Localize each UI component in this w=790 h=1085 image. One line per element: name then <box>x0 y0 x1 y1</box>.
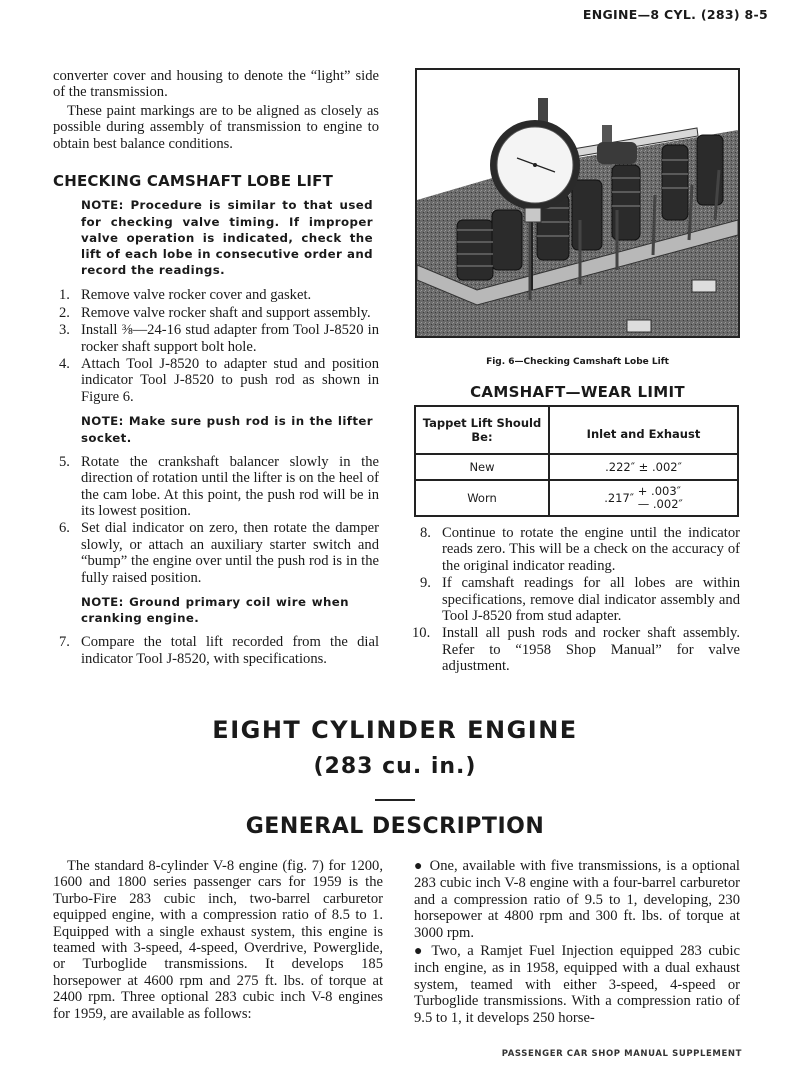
figure-caption: Fig. 6—Checking Camshaft Lobe Lift <box>486 357 669 367</box>
step-item: 10. Install all push rods and rocker shaft assembly. Refer to “1958 Shop Manual” for valve adjustment. <box>412 625 740 675</box>
right-column <box>414 525 740 676</box>
intro-paragraph: These paint markings are to be aligned as closely as possible during assembly of transmission to engine to obtain best balance conditions. <box>53 102 379 152</box>
step-item: 2. Remove valve rocker shaft and support assembly. <box>59 304 371 321</box>
tolerance-range <box>638 485 683 511</box>
left-column <box>53 68 379 668</box>
page-footer: PASSENGER CAR SHOP MANUAL SUPPLEMENT <box>501 1049 742 1059</box>
wear-limit-table <box>414 405 739 517</box>
note: NOTE: Ground primary coil wire when cranking engine. <box>81 594 349 626</box>
step-item: 6. Set dial indicator on zero, then rotate the damper slowly, or attach an auxiliary starter switch and “bump” the engine over until the push rod is in the fully raised position. <box>59 520 379 586</box>
bullet-icon: ● <box>414 859 424 874</box>
step-item: 5. Rotate the crankshaft balancer slowly in the direction of rotation until the lifter is on the heel of the cam lobe. At this point, the push rod will be in its lowest position. <box>59 453 379 519</box>
figure-photo <box>415 68 740 338</box>
tolerance-plus: + .003″ <box>637 484 681 498</box>
step-item: 7. Compare the total lift recorded from the dial indicator Tool J-8520, with specifications. <box>59 634 379 667</box>
note: NOTE: Procedure is similar to that used for checking valve timing. If improper valve operation is indicated, check the lift of each lobe in consecutive order and record the readings. <box>81 198 373 278</box>
step-item: 8. Continue to rotate the engine until the indicator reads zero. This will be a check on the accuracy of the original indicator reading. <box>420 525 740 574</box>
bullet-paragraph: ● Two, a Ramjet Fuel Injection equipped 283 cubic inch engine, as in 1958, equipped with a dual exhaust system, teamed with either 3-speed, 4-speed or Turboglide transmissions. With a compression ratio of 9.5 to 1, it develops 250 horse- <box>414 943 740 1026</box>
table-cell-value: .222″ ± .002″ <box>549 454 738 480</box>
section-heading: CHECKING CAMSHAFT LOBE LIFT <box>53 172 334 191</box>
tolerance-minus: — .002″ <box>637 497 683 511</box>
table-row <box>415 454 738 480</box>
step-item: 3. Install ⅜—24-16 stud adapter from Tool J-8520 in rocker shaft support bolt hole. <box>59 322 379 355</box>
description-left <box>53 858 383 1022</box>
running-head: ENGINE—8 CYL. (283) 8-5 <box>582 7 768 22</box>
step-list <box>53 287 379 405</box>
valve-train-photo-illustration <box>417 70 738 336</box>
table-title: CAMSHAFT—WEAR LIMIT <box>470 383 685 401</box>
table-header-cell: Tappet Lift Should Be: <box>415 406 549 454</box>
table-header-cell: Inlet and Exhaust <box>549 406 738 454</box>
description-right <box>414 858 740 1026</box>
chapter-subtitle: (283 cu. in.) <box>313 754 477 779</box>
bullet-paragraph: ● One, available with five transmissions, is a optional 283 cubic inch V-8 engine with a four-barrel carburetor and a compression ratio of 9.5 to 1, developing, 230 horsepower at 4800 rpm and 300 ft. lbs. of torque at 3000 rpm. <box>414 858 740 941</box>
step-list <box>414 525 740 675</box>
step-item: 1. Remove valve rocker cover and gasket. <box>59 287 312 304</box>
divider-rule <box>375 799 415 801</box>
section-title: GENERAL DESCRIPTION <box>245 814 545 839</box>
bullet-icon: ● <box>414 944 426 960</box>
note: NOTE: Make sure push rod is in the lifter socket. <box>81 414 373 445</box>
table-row <box>415 480 738 516</box>
description-paragraph: The standard 8-cylinder V-8 engine (fig. 7) for 1200, 1600 and 1800 series passenger cars for 1959 is the Turbo-Fire 283 cubic inch, two-barrel carburetor equipped engine, with a compression ratio of 8.5 to 1. Equipped with a single exhaust system, this engine is teamed with 3-speed, 4-speed, Overdrive, Powerglide, or Turboglide transmissions. It develops 185 horsepower at 4600 rpm and 275 ft. lbs. of torque at 2400 rpm. Three optional 283 cubic inch V-8 engines for 1959, are available as follows: <box>53 858 383 1022</box>
table-header-row <box>415 406 738 454</box>
table-cell-label: New <box>415 454 549 480</box>
table-cell-label: Worn <box>415 480 549 516</box>
step-list <box>53 454 379 586</box>
tolerance-base: .217″ <box>604 491 635 505</box>
step-list <box>53 634 379 667</box>
step-item: 9. If camshaft readings for all lobes are within specifications, remove dial indicator assembly and Tool J-8520 from stud adapter. <box>420 575 740 625</box>
table-cell-value <box>549 480 738 516</box>
intro-paragraph: converter cover and housing to denote the “light” side of the transmission. <box>53 68 379 101</box>
chapter-title: EIGHT CYLINDER ENGINE <box>212 716 578 744</box>
step-item: 4. Attach Tool J-8520 to adapter stud and position indicator Tool J-8520 to push rod as shown in Figure 6. <box>59 356 379 405</box>
